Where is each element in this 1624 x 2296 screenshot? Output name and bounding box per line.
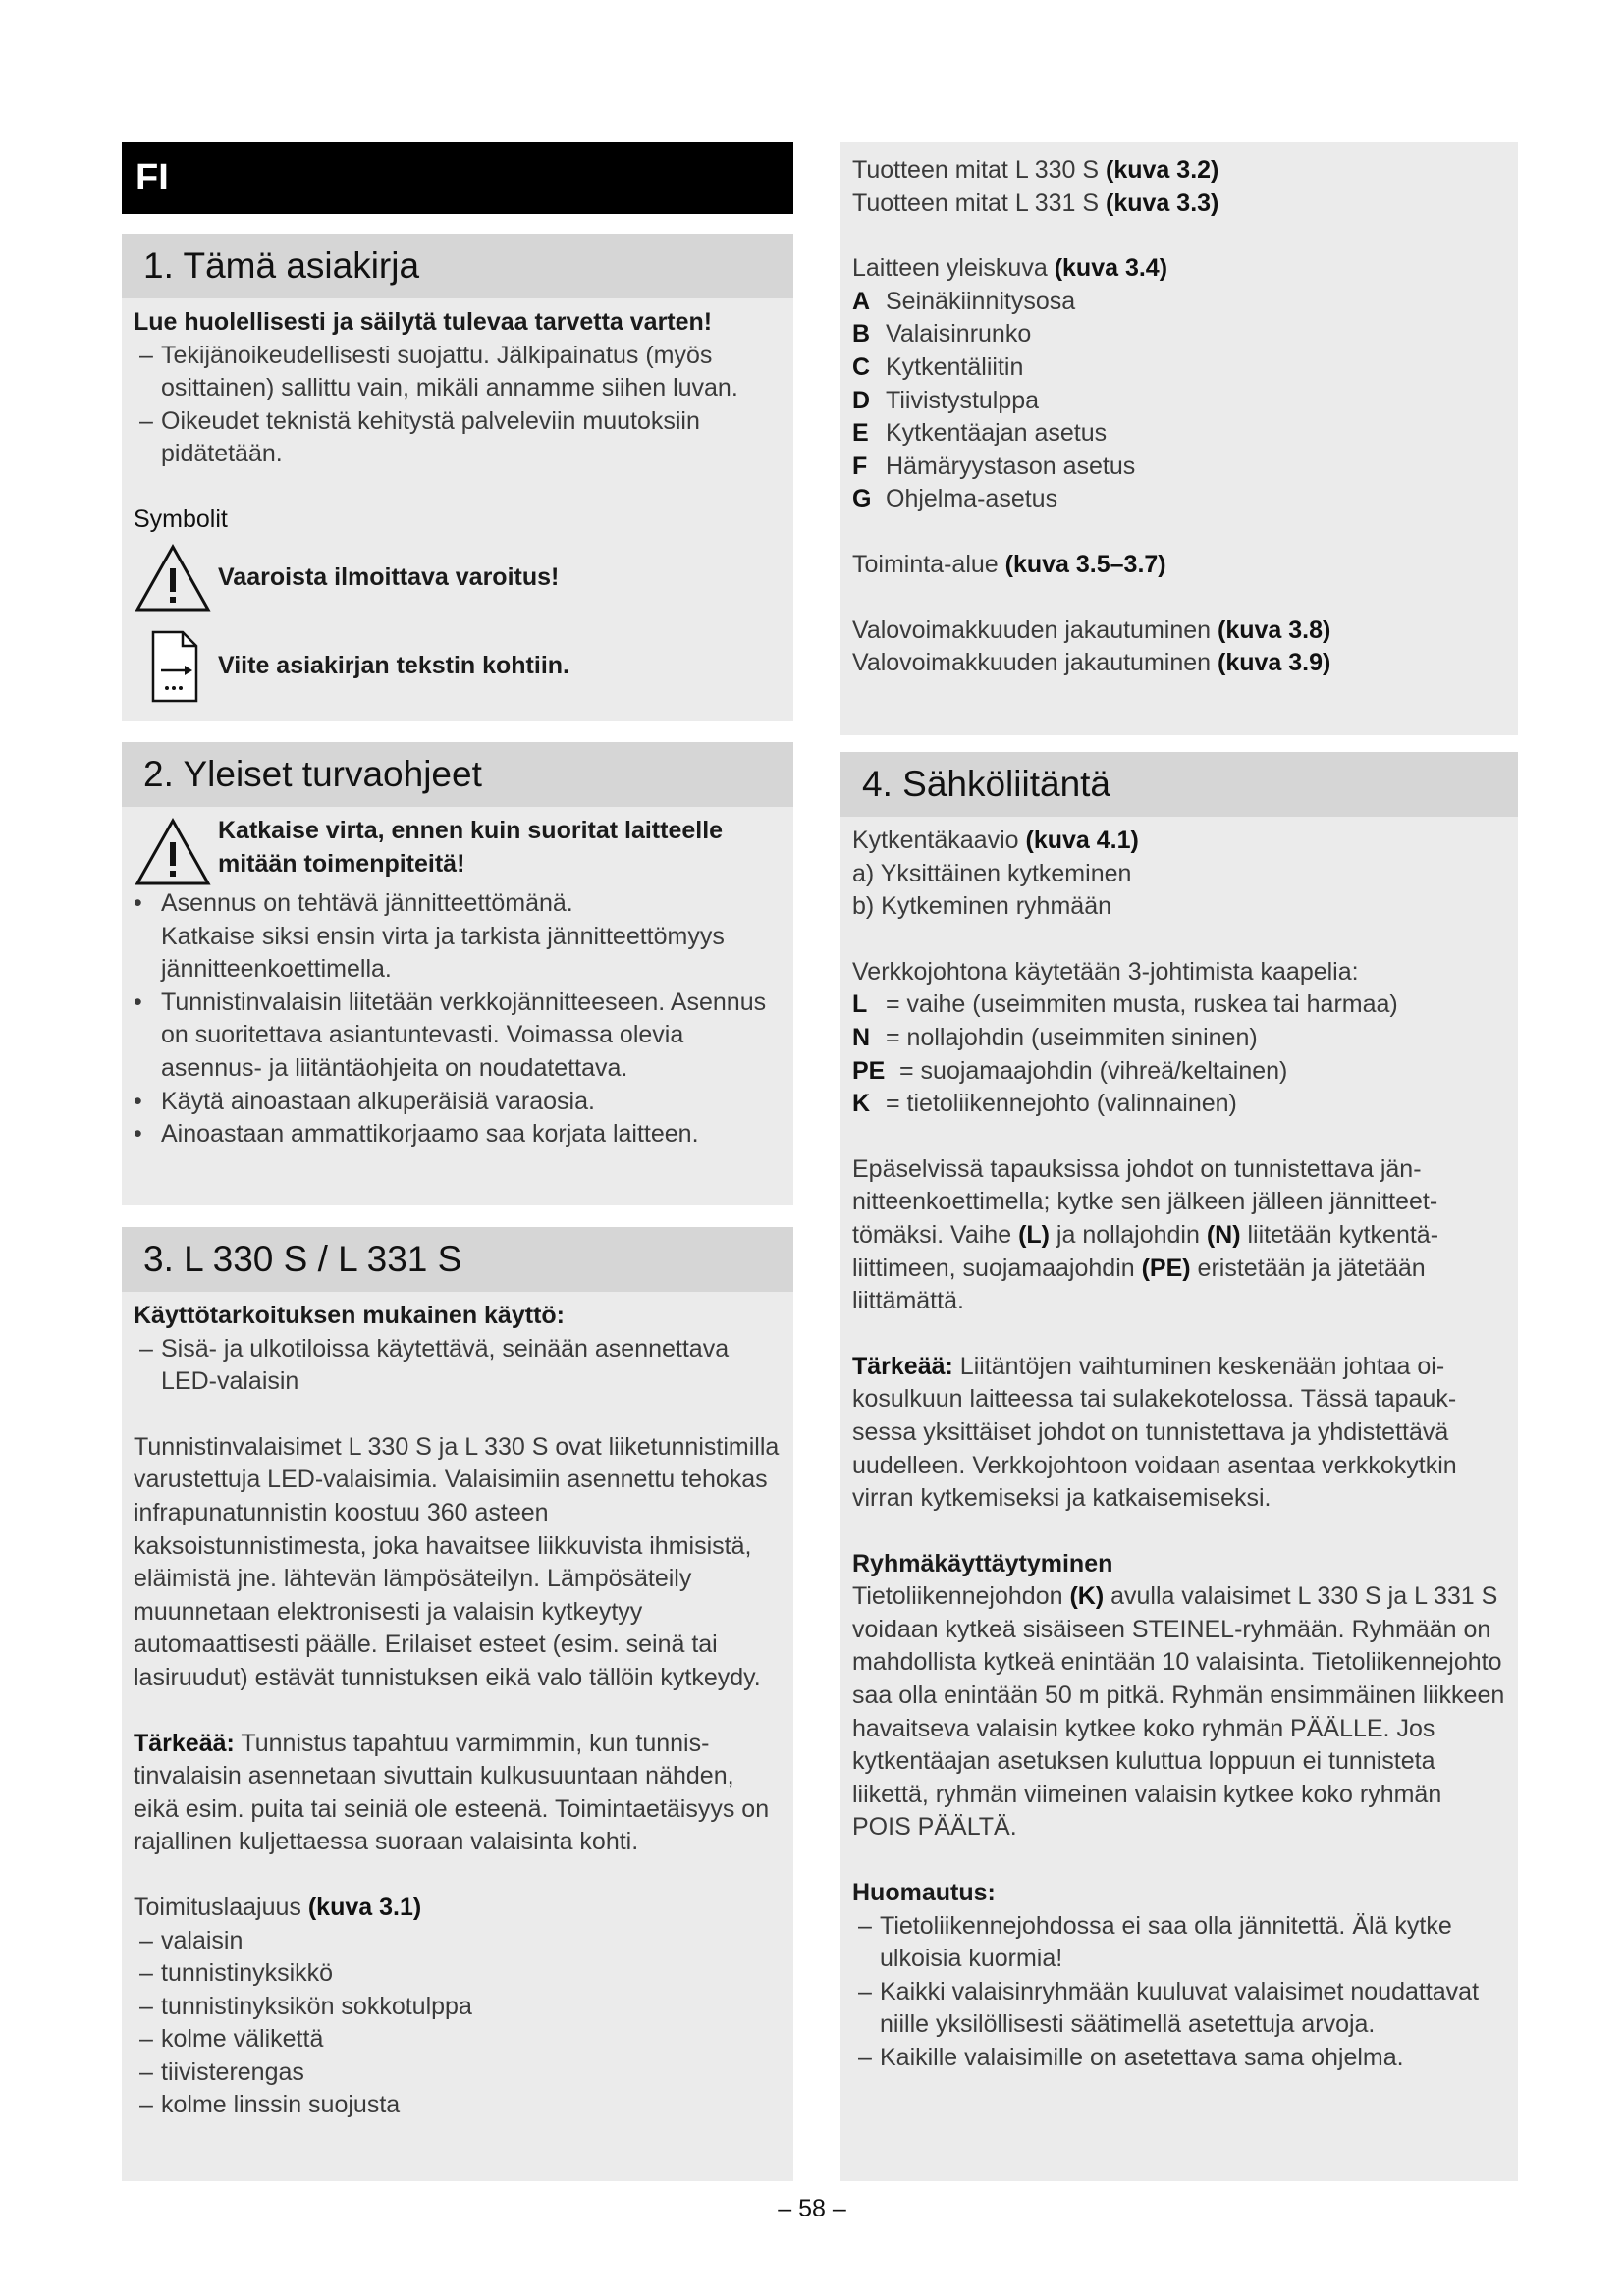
unclear-cases-paragraph: Epäselvissä tapauksissa johdot on tunnistettava jännitteenkoettimella; kytke sen jälkeen jälleen jännitteettömäksi. Vaihe (L) ja nollajohdin (N) liitetään kytkentäliittimeen, suojamaajohdin (PE) eristetään ja jätetään liittämättä. bbox=[852, 1154, 1439, 1315]
conductor-item: PE = suojamaajohdin (vihreä/keltainen) bbox=[852, 1056, 1288, 1085]
product-details-box bbox=[840, 142, 1518, 735]
conductor-item: K = tietoliikennejohto (valinnainen) bbox=[852, 1090, 1237, 1118]
part-item: B Valaisinrunko bbox=[852, 320, 1032, 348]
part-item: D Tiivistystulppa bbox=[852, 386, 1040, 414]
section-1-title: 1. Tämä asiakirja bbox=[122, 234, 793, 298]
list-item: – valaisin bbox=[139, 1926, 244, 1954]
document-reference-icon bbox=[134, 629, 212, 704]
important-note: Tärkeää: Tunnistus tapahtuu varmimmin, kun tunnistinvalaisin asennetaan sivuttain kulkusuuntaan nähden, eikä esim. puita tai seiniä ole esteenä. Toimintaetäisyys on rajallinen kuljettaessa suoraan valaisinta kohti. bbox=[134, 1729, 770, 1856]
part-item: A Seinäkiinnitysosa bbox=[852, 287, 1076, 315]
list-item: – tiivisterengas bbox=[139, 2057, 304, 2086]
warning-triangle-icon bbox=[134, 817, 212, 887]
page-number: – 58 – bbox=[778, 2195, 846, 2222]
reference-symbol-row bbox=[134, 629, 782, 704]
list-item: – kolme linssin suojusta bbox=[139, 2091, 401, 2119]
list-item: – Sisä- ja ulkotiloissa käytettävä, seinään asennettava LED-valaisin bbox=[139, 1334, 730, 1396]
language-tag: FI bbox=[122, 142, 793, 214]
list-item: – kolme välikettä bbox=[139, 2025, 324, 2054]
list-item: – tunnistinyksikkö bbox=[139, 1959, 334, 1988]
diagram-option-b: b) Kytkeminen ryhmään bbox=[852, 892, 1112, 921]
section-3-box bbox=[122, 1227, 793, 2181]
light-distribution-1: Valovoimakkuuden jakautuminen (kuva 3.8) bbox=[852, 615, 1331, 644]
section-1-box bbox=[122, 234, 793, 721]
important-note: Tärkeää: Liitäntöjen vaihtuminen keskenään johtaa oikosulkuun laitteessa tai sulakekotelossa. Tässä tapauksessa yksittäiset johdot on tunnistettava ja yhdistettävä uudelleen. Verkkojohtoon voidaan asentaa verkkokytkin virran kytkemiseksi ja katkaisemiseksi. bbox=[852, 1352, 1457, 1513]
section-2-box bbox=[122, 742, 793, 1205]
part-item: F Hämäryystason asetus bbox=[852, 452, 1136, 480]
list-item: – Tietoliikennejohdossa ei saa olla jännitettä. Älä kytke ulkoisia kuormia! bbox=[858, 1911, 1452, 1973]
section-2-title: 2. Yleiset turvaohjeet bbox=[122, 742, 793, 807]
section-4-title: 4. Sähköliitäntä bbox=[840, 752, 1518, 817]
delivery-title: Toimituslaajuus (kuva 3.1) bbox=[134, 1893, 422, 1921]
device-overview: Laitteen yleiskuva (kuva 3.4) bbox=[852, 254, 1168, 283]
remark-title: Huomautus: bbox=[852, 1879, 996, 1907]
list-item: • Asennus on tehtävä jännitteettömänä. Katkaise siksi ensin virta ja tarkista jännitteettömyys jännitteenkoettimella. bbox=[134, 889, 725, 984]
section-1-lead: Lue huolellisesti ja säilytä tulevaa tarvetta varten! bbox=[134, 308, 713, 336]
list-item: • Tunnistinvalaisin liitetään verkkojännitteeseen. Asennus on suoritettava asiantuntevasti. Voimassa olevia asennus- ja liitäntäohjeita on noudatettava. bbox=[134, 988, 767, 1082]
list-item: • Käytä ainoastaan alkuperäisiä varaosia. bbox=[134, 1087, 595, 1115]
section-3-title: 3. L 330 S / L 331 S bbox=[122, 1227, 793, 1292]
reference-symbol-text: Viite asiakirjan tekstin kohtiin. bbox=[218, 651, 569, 679]
warning-symbol-text: Vaaroista ilmoittava varoitus! bbox=[218, 562, 560, 591]
product-description: Tunnistinvalaisimet L 330 S ja L 330 S ovat liiketunnistimilla varustettuja LED-valaisimia. Valaisimiin asennettu tehokas infrapunatunnistin koostuu 360 asteen kaksoistunnistimesta, joka havaitsee liikkuvista ihmisistä, eläimistä jne. lähtevän lämpösäteilyn. Lämpösäteily muunnetaan elektronisesti ja valaisin kytkeytyy automaattisesti päälle. Erilaiset esteet (esim. seinä tai lasiruudut) estävät tunnistuksen eikä valo tällöin kytkeydy. bbox=[134, 1432, 780, 1691]
wiring-diagram: Kytkentäkaavio (kuva 4.1) bbox=[852, 827, 1139, 854]
safety-warning-row bbox=[134, 815, 782, 887]
conductor-item: N = nollajohdin (useimmiten sininen) bbox=[852, 1023, 1258, 1051]
part-item: G Ohjelma-asetus bbox=[852, 485, 1058, 513]
conductor-item: L = vaihe (useimmiten musta, ruskea tai harmaa) bbox=[852, 990, 1398, 1019]
group-behaviour-title: Ryhmäkäyttäytyminen bbox=[852, 1549, 1113, 1577]
warning-symbol-row bbox=[134, 543, 782, 614]
light-distribution-2: Valovoimakkuuden jakautuminen (kuva 3.9) bbox=[852, 649, 1331, 677]
dimensions-l331s: Tuotteen mitat L 331 S (kuva 3.3) bbox=[852, 188, 1219, 217]
list-item: – Kaikille valaisimille on asetettava sama ohjelma. bbox=[858, 2044, 1404, 2071]
section-4-box bbox=[840, 752, 1518, 2181]
part-item: C Kytkentäliitin bbox=[852, 352, 1024, 381]
list-item: • Ainoastaan ammattikorjaamo saa korjata laitteen. bbox=[134, 1120, 699, 1148]
part-item: E Kytkentäajan asetus bbox=[852, 419, 1108, 448]
list-item: – tunnistinyksikön sokkotulppa bbox=[139, 1992, 472, 2020]
intended-use-title: Käyttötarkoituksen mukainen käyttö: bbox=[134, 1302, 565, 1329]
list-item: – Oikeudet teknistä kehitystä palveleviin muutoksiin pidätetään. bbox=[139, 406, 700, 468]
symbols-title: Symbolit bbox=[134, 505, 228, 533]
list-item: – Kaikki valaisinryhmään kuuluvat valaisimet noudattavat niille yksilöllisesti säätimellä asetettuja arvoja. bbox=[858, 1977, 1480, 2039]
safety-warning-text: Katkaise virta, ennen kuin suoritat laitteelle mitään toimenpiteitä! bbox=[218, 817, 724, 878]
cable-intro: Verkkojohtona käytetään 3-johtimista kaapelia: bbox=[852, 957, 1359, 986]
warning-triangle-icon bbox=[134, 543, 212, 614]
diagram-option-a: a) Yksittäinen kytkeminen bbox=[852, 859, 1132, 887]
group-behaviour-text: Tietoliikennejohdon (K) avulla valaisimet L 330 S ja L 331 S voidaan kytkeä sisäiseen STEINEL-ryhmään. Ryhmään on mahdollista kytkeä enintään 10 valaisinta. Tietoliikennejohto saa olla enintään 50 m pitkä. Ryhmän ensimmäinen liikkeen havaitseva valaisin kytkee koko ryhmän PÄÄLLE. Jos kytkentäajan asetuksen kuluttua loppuun ei tunnisteta liikettä, ryhmän viimeinen valaisin kytkee koko ryhmän POIS PÄÄLTÄ. bbox=[852, 1582, 1505, 1842]
dimensions-l330s: Tuotteen mitat L 330 S (kuva 3.2) bbox=[852, 156, 1219, 184]
detection-range: Toiminta-alue (kuva 3.5–3.7) bbox=[852, 550, 1166, 578]
list-item: – Tekijänoikeudellisesti suojattu. Jälkipainatus (myös osittainen) sallittu vain, mikäli annamme siihen luvan. bbox=[139, 341, 738, 402]
